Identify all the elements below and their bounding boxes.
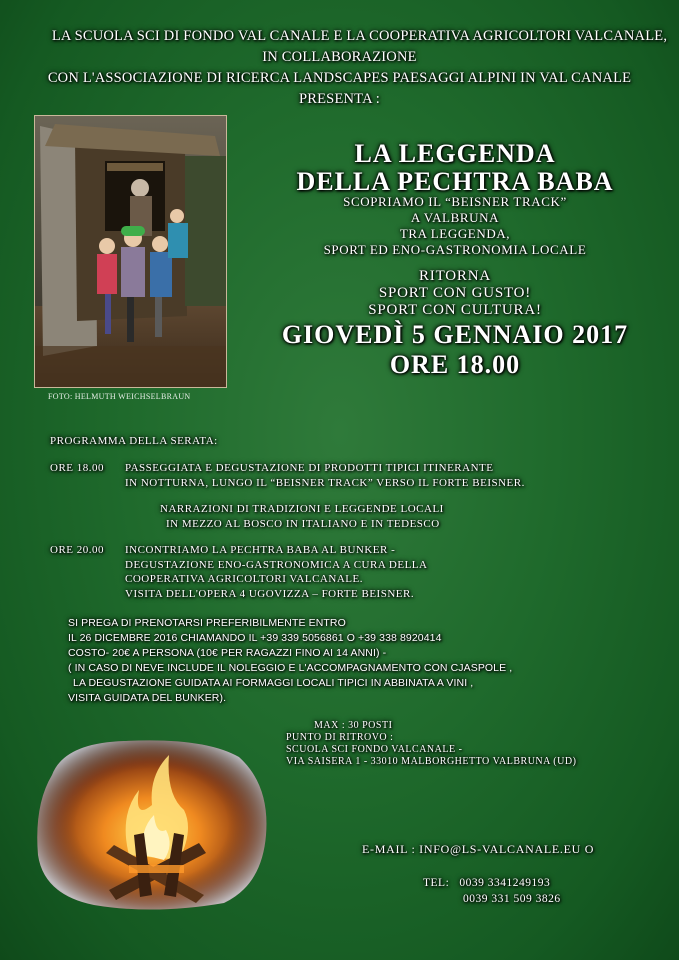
- title-line-1: LA LEGGENDA: [354, 139, 556, 168]
- program-row2-line-1: INCONTRIAMO LA PECHTRA BABA AL BUNKER -: [125, 544, 396, 556]
- campfire-image: [34, 735, 270, 913]
- booking-line-3: COSTO- 20€ A PERSONA (10€ PER RAGAZZI FINO AI 14 ANNI) -: [68, 647, 387, 659]
- header-line-4: PRESENTA :: [298, 91, 380, 107]
- meeting-point-name: SCUOLA SCI FONDO VALCANALE -: [286, 744, 463, 755]
- tel-label: TEL:: [423, 877, 450, 889]
- program-row1-line-2: IN NOTTURNA, LUNGO IL “BEISNER TRACK” VERSO IL FORTE BEISNER.: [125, 476, 525, 489]
- tel-number-2: 0039 331 509 3826: [463, 893, 561, 905]
- campfire-illustration: [34, 735, 270, 913]
- booking-line-6: VISITA GUIDATA DEL BUNKER).: [68, 692, 227, 704]
- event-slogan: [230, 268, 679, 319]
- booking-info: [68, 616, 628, 706]
- meeting-point-address: VIA SAISERA 1 - 33010 MALBORGHETTO VALBRUNA (UD): [286, 756, 577, 767]
- subtitle-line-3: TRA LEGGENDA,: [399, 226, 511, 241]
- event-subtitle: [230, 194, 679, 258]
- slogan-line-1: RITORNA: [419, 268, 491, 284]
- tel-number-1: 0039 3341249193: [459, 877, 551, 889]
- meeting-point-info: [286, 720, 576, 768]
- subtitle-line-4: SPORT ED ENO-GASTRONOMIA LOCALE: [323, 242, 587, 257]
- max-participants: MAX : 30 POSTI: [314, 720, 393, 731]
- contact-email: E-MAIL : INFO@LS-VALCANALE.EU O: [362, 842, 595, 856]
- event-date: GIOVEDÌ 5 GENNAIO 2017: [281, 320, 629, 349]
- program-row2-line-2: DEGUSTAZIONE ENO-GASTRONOMICA A CURA DELLA: [125, 558, 428, 571]
- header-line-2: IN COLLABORAZIONE: [262, 49, 417, 65]
- program-row2-line-4: VISITA DELL'OPERA 4 UGOVIZZA – FORTE BEISNER.: [125, 587, 415, 600]
- slogan-line-3: SPORT CON CULTURA!: [368, 302, 542, 318]
- program-row1-line-1: PASSEGGIATA E DEGUSTAZIONE DI PRODOTTI TIPICI ITINERANTE: [125, 462, 494, 474]
- header-line-3: CON L'ASSOCIAZIONE DI RICERCA LANDSCAPES PAESAGGI ALPINI IN VAL CANALE: [47, 70, 632, 86]
- subtitle-line-2: A VALBRUNA: [410, 210, 500, 225]
- header-line-1: LA SCUOLA SCI DI FONDO VAL CANALE E LA COOPERATIVA AGRICOLTORI VALCANALE,: [51, 28, 668, 44]
- booking-line-4: ( IN CASO DI NEVE INCLUDE IL NOLEGGIO E L'ACCOMPAGNAMENTO CON CJASPOLE ,: [68, 662, 513, 674]
- meeting-point-label: PUNTO DI RITROVO :: [286, 732, 394, 743]
- title-line-2: DELLA PECHTRA BABA: [296, 167, 614, 196]
- legend-photo: [34, 115, 227, 388]
- program-row1-note-1: NARRAZIONI DI TRADIZIONI E LEGGENDE LOCALI: [160, 503, 444, 515]
- hut-with-children-image: [35, 116, 226, 387]
- contact-phones: [423, 875, 561, 907]
- subtitle-line-1: SCOPRIAMO IL “BEISNER TRACK”: [343, 194, 567, 209]
- program-row1-note-2: IN MEZZO AL BOSCO IN ITALIANO E IN TEDESCO: [166, 517, 440, 530]
- program-heading: PROGRAMMA DELLA SERATA:: [50, 435, 218, 447]
- booking-line-2: IL 26 DICEMBRE 2016 CHIAMANDO IL +39 339 5056861 O +39 338 8920414: [68, 632, 442, 644]
- event-time: ORE 18.00: [389, 350, 521, 379]
- program-row1-note: [160, 502, 600, 531]
- slogan-line-2: SPORT CON GUSTO!: [378, 285, 532, 301]
- booking-line-5: LA DEGUSTAZIONE GUIDATA AI FORMAGGI LOCALI TIPICI IN ABBINATA A VINI ,: [73, 677, 474, 689]
- program-row2-line-3: COOPERATIVA AGRICOLTORI VALCANALE.: [125, 573, 363, 585]
- organizers-header: [0, 26, 679, 110]
- program-row2-time: ORE 20.00: [50, 544, 104, 556]
- program-row1-text: [125, 461, 665, 490]
- program-row1-time: ORE 18.00: [50, 462, 104, 474]
- booking-line-1: SI PREGA DI PRENOTARSI PREFERIBILMENTE ENTRO: [68, 617, 346, 629]
- program-row2-text: [125, 543, 565, 601]
- photo-credit: FOTO: HELMUTH WEICHSELBRAUN: [48, 392, 191, 401]
- event-date-block: [230, 320, 679, 380]
- event-title: [230, 140, 679, 196]
